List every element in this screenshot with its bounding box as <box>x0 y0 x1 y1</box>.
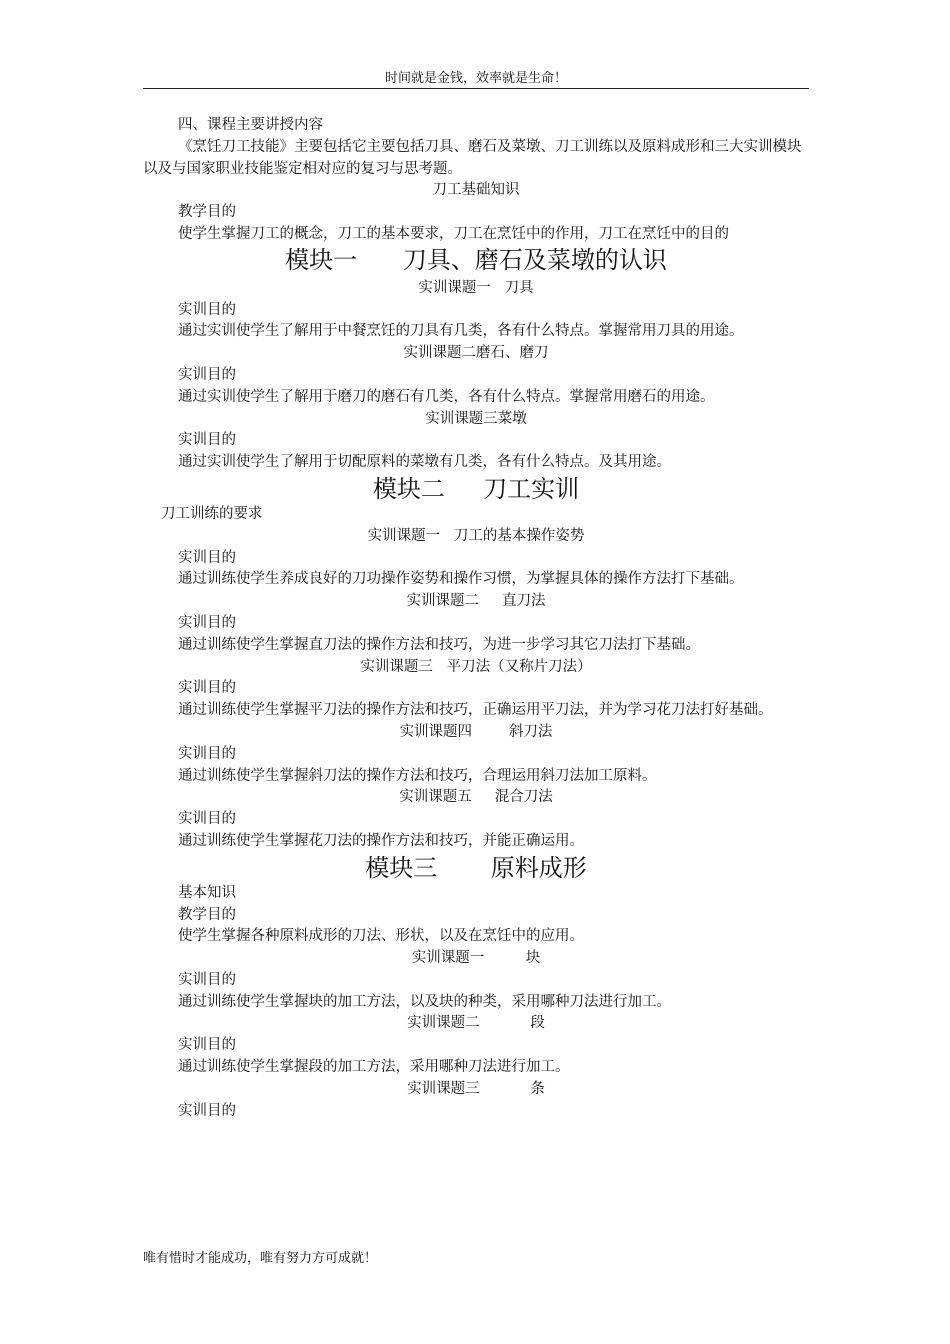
intro-paragraph: 《烹饪刀工技能》主要包括它主要包括刀具、磨石及菜墩、刀工训练以及原料成形和三大实训模块以及与国家职业技能鉴定相对应的复习与思考题。 <box>143 138 802 177</box>
module2-number: 模块二 <box>372 474 445 503</box>
topic-title: 实训课题五 混合刀法 <box>399 789 553 806</box>
topic-goal-text: 通过实训使学生了解用于切配原料的菜墩有几类，各有什么特点。及其用途。 <box>178 454 671 471</box>
course-content-heading: 四、课程主要讲授内容 <box>178 117 323 133</box>
document-body <box>143 115 809 1122</box>
topic-goal-text: 通过训练使学生掌握块的加工方法，以及块的种类，采用哪种刀法进行加工。 <box>178 993 671 1010</box>
topic-goal-label: 实训目的 <box>178 811 236 828</box>
header-rule <box>143 88 809 89</box>
topic-title: 实训课题二 直刀法 <box>406 593 546 610</box>
training-requirement: 刀工训练的要求 <box>161 505 263 522</box>
module2-name: 刀工实训 <box>483 474 580 503</box>
topic-goal-label: 实训目的 <box>178 301 236 318</box>
teaching-goal-label: 教学目的 <box>178 204 236 221</box>
topic-goal-label: 实训目的 <box>178 745 236 762</box>
teaching-goal-text: 使学生掌握各种原料成形的刀法、形状，以及在烹饪中的应用。 <box>178 928 584 945</box>
teaching-goal-text: 使学生掌握刀工的概念，刀工的基本要求，刀工在烹饪中的作用，刀工在烹饪中的目的 <box>178 225 729 242</box>
topic-title: 实训课题一 刀具 <box>418 279 534 296</box>
topic-title: 实训课题三 条 <box>407 1080 545 1097</box>
page-footer: 唯有惜时才能成功，唯有努力方可成就！ <box>143 1251 378 1266</box>
module3-name: 原料成形 <box>490 853 587 882</box>
topic-title: 实训课题一 块 <box>411 950 541 967</box>
topic-goal-text: 通过训练使学生掌握斜刀法的操作方法和技巧，合理运用斜刀法加工原料。 <box>178 767 657 784</box>
topic-goal-text: 通过实训使学生了解用于磨刀的磨石有几类，各有什么特点。掌握常用磨石的用途。 <box>178 388 715 405</box>
page-header: 时间就是金钱，效率就是生命！ <box>384 71 567 86</box>
basic-knowledge: 基本知识 <box>178 884 236 901</box>
topic-goal-text: 通过训练使学生掌握段的加工方法，采用哪种刀法进行加工。 <box>178 1059 570 1076</box>
topic-goal-label: 实训目的 <box>178 432 236 449</box>
topic-title: 实训课题一 刀工的基本操作姿势 <box>367 527 585 544</box>
topic-goal-label: 实训目的 <box>178 366 236 383</box>
topic-goal-label: 实训目的 <box>178 1037 236 1054</box>
topic-title: 实训课题四 斜刀法 <box>399 723 553 740</box>
topic-title: 实训课题三菜墩 <box>425 410 527 427</box>
topic-goal-label: 实训目的 <box>178 971 236 988</box>
topic-goal-label: 实训目的 <box>178 680 236 697</box>
topic-goal-text: 通过训练使学生掌握直刀法的操作方法和技巧，为进一步学习其它刀法打下基础。 <box>178 636 700 653</box>
topic-title: 实训课题二磨石、磨刀 <box>403 345 549 362</box>
module3-number: 模块三 <box>365 853 438 882</box>
module1-name: 刀具、磨石及菜墩的认识 <box>402 245 667 274</box>
topic-title: 实训课题三 平刀法（又称片刀法） <box>360 658 592 675</box>
topic-goal-text: 通过训练使学生掌握花刀法的操作方法和技巧，并能正确运用。 <box>178 832 584 849</box>
topic-goal-text: 通过实训使学生了解用于中餐烹饪的刀具有几类，各有什么特点。掌握常用刀具的用途。 <box>178 323 744 340</box>
topic-goal-label: 实训目的 <box>178 549 236 566</box>
topic-goal-text: 通过训练使学生掌握平刀法的操作方法和技巧，正确运用平刀法，并为学习花刀法打好基础。 <box>178 702 773 719</box>
module3-title <box>143 853 809 883</box>
teaching-goal-label: 教学目的 <box>178 906 236 923</box>
module2-title <box>143 474 809 504</box>
section-title: 刀工基础知识 <box>432 182 520 199</box>
topic-goal-label: 实训目的 <box>178 614 236 631</box>
module1-number: 模块一 <box>285 245 358 274</box>
topic-goal-label: 实训目的 <box>178 1102 236 1119</box>
topic-goal-text: 通过训练使学生养成良好的刀功操作姿势和操作习惯，为掌握具体的操作方法打下基础。 <box>178 571 744 588</box>
module1-title <box>143 246 809 274</box>
topic-title: 实训课题二 段 <box>407 1015 545 1032</box>
